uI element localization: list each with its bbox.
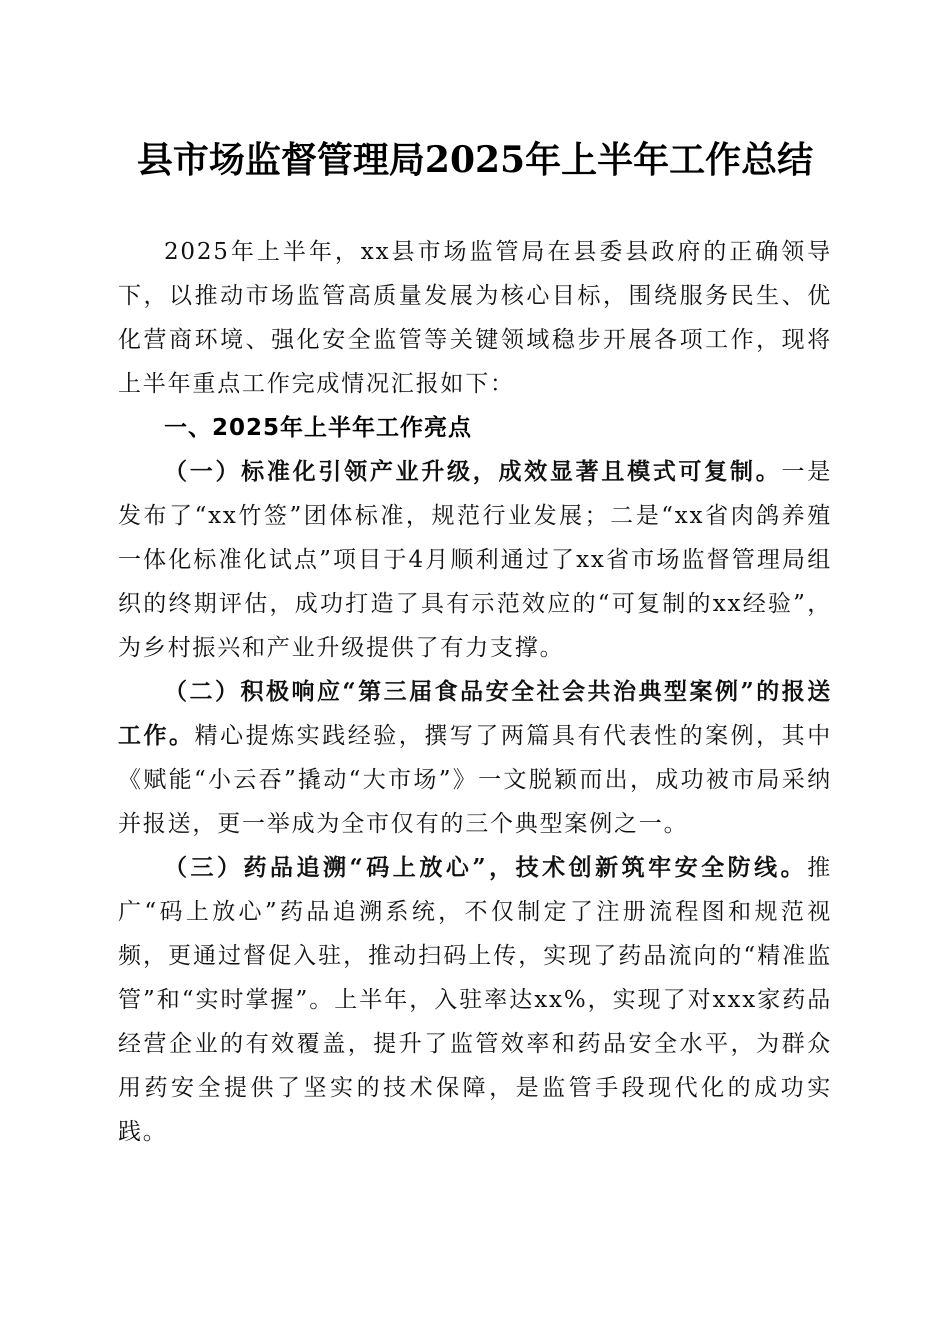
section-heading: 一、2025年上半年工作亮点	[164, 415, 473, 441]
item-lead-3: （三）药品追溯“码上放心”，技术创新筑牢安全防线。	[164, 854, 808, 881]
item-text-1: 一是发布了“xx竹签”团体标准，规范行业发展；二是“xx省肉鸽养殖一体化标准化试点”项目于4月顺利通过了xx省市场监督管理局组织的终期评估，成功打造了具有示范效应的“可复制的xx经验”，为乡村振兴和产业升级提供了有力支撑。	[118, 459, 832, 661]
item-paragraph-2	[118, 670, 832, 846]
item-paragraph-1	[118, 450, 832, 670]
item-text-3: 推广“码上放心”药品追溯系统，不仅制定了注册流程图和规范视频，更通过督促入驻，推动扫码上传，实现了药品流向的“精准监管”和“实时掌握”。上半年，入驻率达xx%，实现了对xxx家药品经营企业的有效覆盖，提升了监管效率和药品安全水平，为群众用药安全提供了坚实的技术保障，是监管手段现代化的成功实践。	[118, 855, 832, 1145]
document-title: 县市场监督管理局2025年上半年工作总结	[136, 139, 814, 181]
item-lead-2: （二）积极响应“第三届食品安全社会共治典型案例”的报送工作。	[118, 678, 832, 749]
item-paragraph-3	[118, 846, 832, 1154]
document-body	[118, 230, 832, 1154]
item-text-2: 精心提炼实践经验，撰写了两篇具有代表性的案例，其中《赋能“小云吞”撬动“大市场”》一文脱颖而出，成功被市局采纳并报送，更一举成为全市仅有的三个典型案例之一。	[118, 723, 832, 837]
intro-paragraph: 2025年上半年，xx县市场监管局在县委县政府的正确领导下，以推动市场监管高质量发展为核心目标，围绕服务民生、优化营商环境、强化安全监管等关键领域稳步开展各项工作，现将上半年重点工作完成情况汇报如下：	[118, 239, 832, 397]
item-lead-1: （一）标准化引领产业升级，成效显著且模式可复制。	[164, 458, 782, 485]
